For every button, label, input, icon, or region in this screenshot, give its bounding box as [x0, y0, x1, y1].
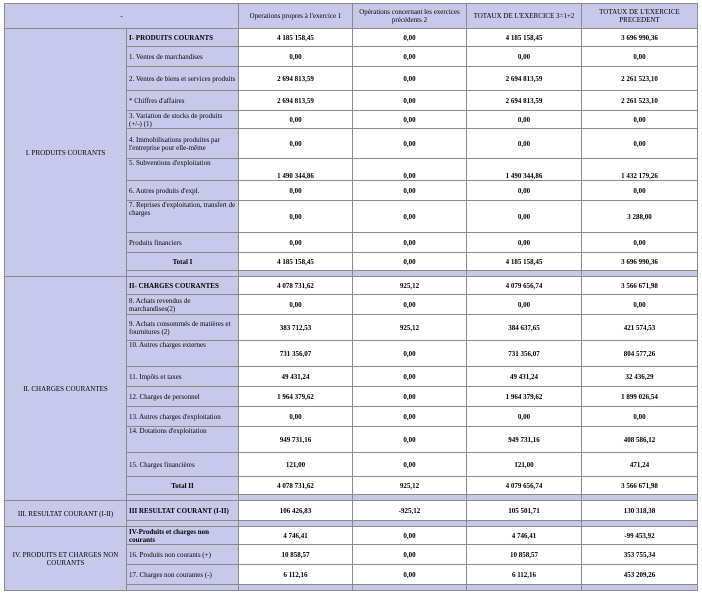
cell-col3: 2 694 813,59: [467, 91, 582, 111]
cell-col4: 3 566 671,98: [582, 477, 698, 495]
income-statement-table: [4, 3, 698, 591]
cell-col2: 0,00: [353, 159, 467, 181]
cell-col2: 0,00: [353, 367, 467, 387]
cell-col2: 925,12: [353, 277, 467, 295]
cell-col2: 0,00: [353, 181, 467, 201]
cell-col3: 949 731,16: [467, 427, 582, 453]
cell-col4: 1 899 026,54: [582, 387, 698, 407]
cell-col2: 0,00: [353, 427, 467, 453]
row-label: 7. Reprises d'exploitation, transfert de charges: [127, 201, 239, 233]
cell-col3: 0,00: [467, 111, 582, 129]
cell-col1: 0,00: [239, 129, 353, 159]
cell-col3: 1 490 344,86: [467, 159, 582, 181]
cell-col2: 0,00: [353, 565, 467, 585]
row-label: 15. Charges financières: [127, 453, 239, 477]
header-col2: Opérations concernant les exercices précédents 2: [353, 4, 467, 29]
cell-col1: 6 112,16: [239, 565, 353, 585]
cell-col2: 0,00: [353, 295, 467, 315]
row-label: 16. Produits non courants (+): [127, 545, 239, 565]
row-label: 10. Autres charges externes: [127, 341, 239, 367]
cell-col1: 383 712,53: [239, 315, 353, 341]
cell-col4: 408 586,12: [582, 427, 698, 453]
cell-col3: 0,00: [467, 47, 582, 67]
cell-col1: 0,00: [239, 111, 353, 129]
cell-col4: 2 261 523,10: [582, 67, 698, 91]
cell-col3: 105 501,71: [467, 501, 582, 521]
cell-col2: 0,00: [353, 341, 467, 367]
cell-col3: 0,00: [467, 407, 582, 427]
cell-col3: 1 964 379,62: [467, 387, 582, 407]
row-label: * Chiffres d'affaires: [127, 91, 239, 111]
cell-col4: 421 574,53: [582, 315, 698, 341]
row-label: 13. Autres charges d'exploitation: [127, 407, 239, 427]
cell-col3: 0,00: [467, 129, 582, 159]
cell-col1: 4 078 731,62: [239, 277, 353, 295]
section-produits-charges-non-courants: IV. PRODUITS ET CHARGES NON COURANTS: [5, 527, 127, 591]
cell-col1: 1 490 344,86: [239, 159, 353, 181]
cell-col4: 2 261 523,10: [582, 91, 698, 111]
cell-col1: 10 858,57: [239, 545, 353, 565]
cell-col3: 0,00: [467, 181, 582, 201]
header-col3: TOTAUX DE L'EXERCICE 3=1+2: [467, 4, 582, 29]
header-corner: -: [5, 4, 239, 29]
cell-col4: 453 209,26: [582, 565, 698, 585]
cell-col2: 0,00: [353, 129, 467, 159]
cell-col1: 949 731,16: [239, 427, 353, 453]
row-label: 12. Charges de personnel: [127, 387, 239, 407]
row-label: 17. Charges non courantes (-): [127, 565, 239, 585]
cell-col2: 925,12: [353, 477, 467, 495]
table-row: [5, 29, 698, 47]
cell-col4: 353 755,34: [582, 545, 698, 565]
cell-col1: 4 078 731,62: [239, 477, 353, 495]
row-label: Produits financiers: [127, 233, 239, 253]
cell-col4: 0,00: [582, 295, 698, 315]
total-label: Total I: [127, 253, 239, 271]
cell-col4: 3 288,00: [582, 201, 698, 233]
cell-col4: 3 566 671,98: [582, 277, 698, 295]
row-label: IV-Produits et charges non courants: [127, 527, 239, 545]
cell-col2: 0,00: [353, 527, 467, 545]
cell-col3: 4 079 656,74: [467, 477, 582, 495]
cell-col2: 0,00: [353, 91, 467, 111]
cell-col1: 4 185 158,45: [239, 253, 353, 271]
cell-col2: 0,00: [353, 47, 467, 67]
cell-col3: 2 694 813,59: [467, 67, 582, 91]
section-resultat-courant: III. RESULTAT COURANT (I-II): [5, 501, 127, 527]
row-label: 6. Autres produits d'expl.: [127, 181, 239, 201]
cell-col1: 0,00: [239, 181, 353, 201]
cell-col1: 49 431,24: [239, 367, 353, 387]
row-label: 11. Impôts et taxes: [127, 367, 239, 387]
cell-col3: 4 079 656,74: [467, 277, 582, 295]
cell-col2: 0,00: [353, 201, 467, 233]
cell-col2: 0,00: [353, 253, 467, 271]
cell-col1: 4 185 158,45: [239, 29, 353, 47]
cell-col2: 0,00: [353, 233, 467, 253]
cell-col1: 106 426,83: [239, 501, 353, 521]
row-label: II- CHARGES COURANTES: [127, 277, 239, 295]
cell-col3: 4 185 158,45: [467, 253, 582, 271]
row-label: 4. Immobilisations produites par l'entreprise pour elle-même: [127, 129, 239, 159]
row-label: 9. Achats consommés de matières et fournitures (2): [127, 315, 239, 341]
cell-col1: 0,00: [239, 407, 353, 427]
cell-col4: 3 696 990,36: [582, 253, 698, 271]
header-row: [5, 4, 698, 29]
section-produits-courants: I. PRODUITS COURANTS: [5, 29, 127, 277]
cell-col3: 121,00: [467, 453, 582, 477]
cell-col2: 0,00: [353, 453, 467, 477]
cell-col2: 0,00: [353, 407, 467, 427]
table-row: [5, 527, 698, 545]
cell-col4: -99 453,92: [582, 527, 698, 545]
cell-col4: 0,00: [582, 129, 698, 159]
cell-col1: 0,00: [239, 201, 353, 233]
row-label: III RESULTAT COURANT (I-II): [127, 501, 239, 521]
cell-col3: 0,00: [467, 201, 582, 233]
cell-col1: 0,00: [239, 295, 353, 315]
cell-col4: 804 577,26: [582, 341, 698, 367]
cell-col3: 384 637,65: [467, 315, 582, 341]
cell-col2: 0,00: [353, 111, 467, 129]
cell-col3: 0,00: [467, 233, 582, 253]
cell-col4: 0,00: [582, 181, 698, 201]
table-row: [5, 501, 698, 521]
cell-col2: 0,00: [353, 29, 467, 47]
header-col4: TOTAUX DE L'EXERCICE PRECEDENT: [582, 4, 698, 29]
cell-col3: 4 746,41: [467, 527, 582, 545]
cell-col1: 4 746,41: [239, 527, 353, 545]
cell-col3: 731 356,07: [467, 341, 582, 367]
cell-col4: 0,00: [582, 111, 698, 129]
row-label: 8. Achats revendus de marchandises(2): [127, 295, 239, 315]
cell-col4: 471,24: [582, 453, 698, 477]
cell-col3: 4 185 158,45: [467, 29, 582, 47]
cell-col2: 0,00: [353, 387, 467, 407]
cell-col3: 6 112,16: [467, 565, 582, 585]
header-col1: Operations propres à l'exercice 1: [239, 4, 353, 29]
cell-col2: 0,00: [353, 545, 467, 565]
section-charges-courantes: II. CHARGES COURANTES: [5, 277, 127, 501]
cell-col4: 0,00: [582, 47, 698, 67]
row-label: 3. Variation de stocks de produits (+/-) (1): [127, 111, 239, 129]
table-row: [5, 277, 698, 295]
row-label: 5. Subventions d'exploitation: [127, 159, 239, 181]
total-label: Total II: [127, 477, 239, 495]
row-label: 14. Dotations d'exploitation: [127, 427, 239, 453]
cell-col2: -925,12: [353, 501, 467, 521]
cell-col3: 49 431,24: [467, 367, 582, 387]
cell-col4: 0,00: [582, 233, 698, 253]
row-label: 2. Ventes de biens et services produits: [127, 67, 239, 91]
cell-col1: 2 694 813,59: [239, 91, 353, 111]
cell-col4: 3 696 990,36: [582, 29, 698, 47]
cell-col2: 925,12: [353, 315, 467, 341]
cell-col1: 0,00: [239, 47, 353, 67]
cell-col1: 121,00: [239, 453, 353, 477]
cell-col1: 1 964 379,62: [239, 387, 353, 407]
cell-col1: 731 356,07: [239, 341, 353, 367]
cell-col1: 2 694 813,59: [239, 67, 353, 91]
cell-col4: 1 432 179,26: [582, 159, 698, 181]
cell-col3: 10 858,57: [467, 545, 582, 565]
cell-col4: 130 318,38: [582, 501, 698, 521]
row-label: 1. Ventes de marchandises: [127, 47, 239, 67]
cell-col4: 32 436,29: [582, 367, 698, 387]
cell-col1: 0,00: [239, 233, 353, 253]
row-label: I- PRODUITS COURANTS: [127, 29, 239, 47]
cell-col4: 0,00: [582, 407, 698, 427]
cell-col3: 0,00: [467, 295, 582, 315]
cell-col2: 0,00: [353, 67, 467, 91]
